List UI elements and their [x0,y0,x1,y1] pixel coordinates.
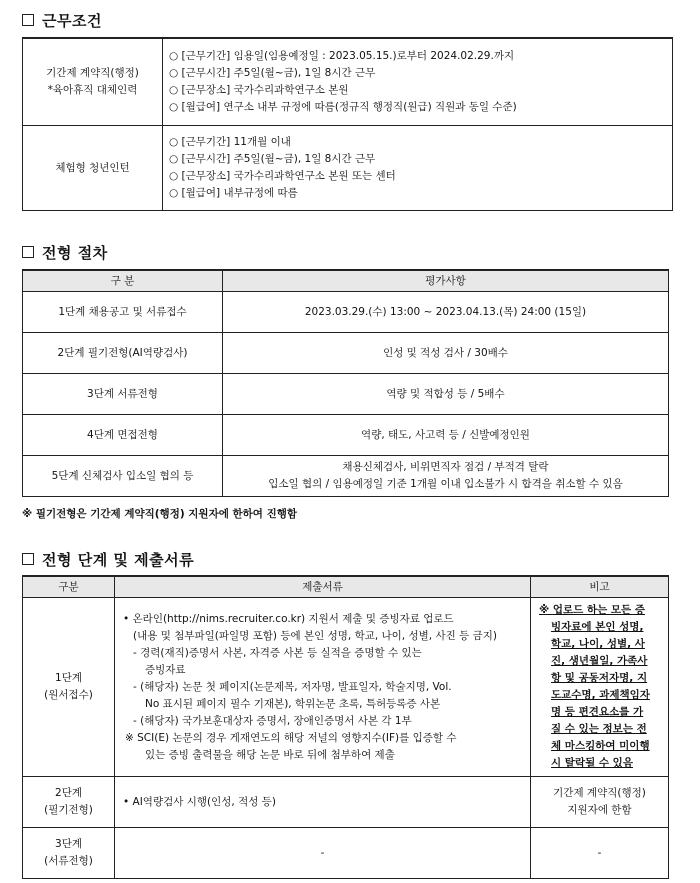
header-evaluation: 평가사항 [223,270,669,292]
table-row: 3단계 (서류전형) - - [23,828,669,879]
checkbox-square-icon [22,14,34,26]
conditions-list: ○ [근무기간] 11개월 이내 ○ [근무시간] 주5일(월~금), 1일 8시간 근무 ○ [근무장소] 국가수리과학연구소 본원 또는 센터 ○ [월급여] 내부규정에 따름 [163,126,673,211]
header-remarks: 비고 [531,576,669,598]
table-header-row [23,576,669,598]
table-row: 2단계 (필기전형) • AI역량검사 시행(인성, 적성 등) 기간제 계약직(행정) 지원자에 한함 [23,777,669,828]
table-row [23,38,673,126]
header-category: 구 분 [23,270,223,292]
table-row: 2단계 필기전형(AI역량검사) 인성 및 적성 검사 / 30배수 [23,333,669,374]
table-header-row [23,270,669,292]
masking-remark: ※ 업로드 하는 모든 증 빙자료에 본인 성명, 학교, 나이, 성별, 사 진, 생년월일, 가족사 항 및 공동저자명, 지 도교수명, 과제책임자 명 등 편견요소를 가 질 수 있는 정보는 전 체 마스킹하여 미이행 시 탈락될 수 있음 [531,598,669,777]
work-conditions-table [22,37,673,211]
section-title-selection-process: 전형 절차 [22,242,108,263]
written-test-note: ※ 필기전형은 기간제 계약직(행정) 지원자에 한하여 진행함 [22,508,298,520]
table-row: 4단계 면접전형 역량, 태도, 사고력 등 / 신발예정인원 [23,415,669,456]
document-list: • 온라인(http://nims.recruiter.co.kr) 지원서 제출 및 증빙자료 업로드 (내용 및 첨부파일(파일명 포함) 등에 본인 성명, 학교, 나이, 성별, 사진 등 금지) - 경력(재직)증명서 사본, 자격증 사본 등 실적을 증명할 수 있는 증빙자료 - (해당자) 논문 첫 페이지(논문제목, 저자명, 발표일자, 학술지명, Vol. No 표시된 페이지 필수 기재본), 학위논문 초록, 특허등록증 사본 - (해당자) 국가보훈대상자 증명서, 장애인증명서 사본 각 1부 ※ SCI(E) 논문의 경우 게재연도의 해당 저널의 영향지수(IF)를 입증할 수 있는 증빙 출력물을 해당 논문 바로 뒤에 첨부하여 제출 [115,598,531,777]
table-row: 3단계 서류전형 역량 및 적합성 등 / 5배수 [23,374,669,415]
position-label-intern: 체험형 청년인턴 [23,126,163,211]
table-row: 1단계 채용공고 및 서류접수 2023.03.29.(수) 13:00 ~ 2023.04.13.(목) 24:00 (15일) [23,292,669,333]
section-title-stages-documents: 전형 단계 및 제출서류 [22,549,194,570]
conditions-list: ○ [근무기간] 임용일(임용예정일 : 2023.05.15.)로부터 2024.02.29.까지 ○ [근무시간] 주5일(월~금), 1일 8시간 근무 ○ [근무장소] 국가수리과학연구소 본원 ○ [월급여] 연구소 내부 규정에 따름(정규직 행정직(원급) 직원과 동일 수준) [163,38,673,126]
checkbox-square-icon [22,553,34,565]
table-row [23,126,673,211]
table-row: 1단계 (원서접수) • 온라인(http://nims.recruiter.co.kr) 지원서 제출 및 증빙자료 업로드 (내용 및 첨부파일(파일명 포함) 등에 본인 성명, 학교, 나이, 성별, 사진 등 금지) - 경력(재직)증명서 사본, 자격증 사본 등 실적을 증명할 수 있는 증빙자료 - (해당자) 논문 첫 페이지(논문제목, 저자명, 발표일자, 학술지명, Vol. No 표시된 페이지 필수 기재본), 학위논문 초록, 특허등록증 사본 - (해당자) 국가보훈대상자 증명서, 장애인증명서 사본 각 1부 ※ SCI(E) 논문의 경우 게재연도의 해당 저널의 영향지수(IF)를 입증할 수 있는 증빙 출력물을 해당 논문 바로 뒤에 첨부하여 제출 ※ 업로드 하는 모든 증 빙자료에 본인 성명, 학교, 나이, 성별, 사 진, 생년월일, 가족사 항 및 공동저자명, 지 도교수명, 과제책임자 명 등 편견요소를 가 질 수 있는 정보는 전 체 마스킹하여 미이행 시 탈락될 수 있음 [23,598,669,777]
checkbox-square-icon [22,246,34,258]
header-category: 구분 [23,576,115,598]
section-title-work-conditions: 근무조건 [22,10,102,31]
position-label-contract: 기간제 계약직(행정) *육아휴직 대체인력 [23,38,163,126]
documents-table [22,575,669,879]
selection-process-table [22,269,669,497]
header-documents: 제출서류 [115,576,531,598]
table-row: 5단계 신체검사 입소일 협의 등 채용신체검사, 비위면직자 점검 / 부적격 탈락 입소일 협의 / 임용예정일 기준 1개월 이내 입소불가 시 합격을 취소할 수 있음 [23,456,669,497]
